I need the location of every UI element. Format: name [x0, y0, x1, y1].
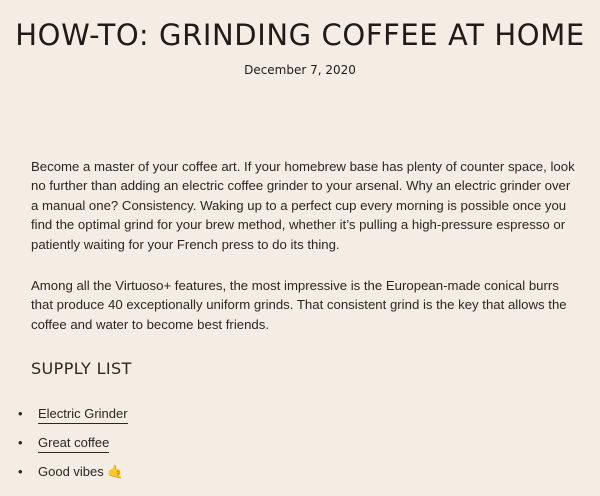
bullet-icon: • [18, 406, 23, 421]
good-vibes-text: Good vibes 🤙 [38, 464, 124, 479]
intro-paragraph: Become a master of your coffee art. If your homebrew base has plenty of counter space, look no further than adding an electric coffee grinder to your arsenal. Why an electric grinder over a manual one? Consistency. Waking up to a perfect cup every morning is possible once you find the optimal grind for your brew method, whether it’s pulling a high-pressure espresso or patiently waiting for your French press to do its thing. [31, 159, 575, 252]
post-date: December 7, 2020 [244, 63, 356, 77]
page-title: HOW-TO: GRINDING COFFEE AT HOME [15, 18, 585, 52]
supply-list-heading: SUPPLY LIST [31, 359, 132, 378]
electric-grinder-link[interactable]: Electric Grinder [38, 406, 128, 424]
bullet-icon: • [18, 464, 23, 479]
bullet-icon: • [18, 435, 23, 450]
features-paragraph: Among all the Virtuoso+ features, the most impressive is the European-made conical burrs that produce 40 exceptionally uniform grinds. That consistent grind is the key that allows the coffee and water to become best friends. [31, 278, 567, 332]
great-coffee-link[interactable]: Great coffee [38, 435, 109, 453]
